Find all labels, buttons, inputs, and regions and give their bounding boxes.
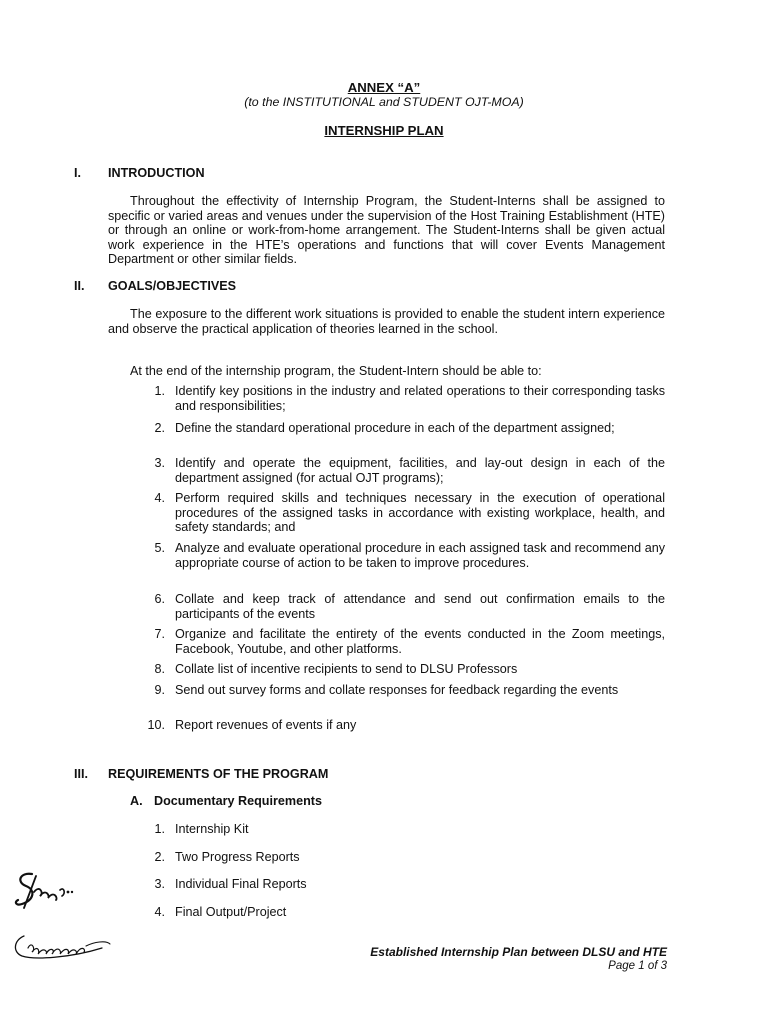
list-item: Collate list of incentive recipients to send to DLSU Professors	[175, 662, 518, 676]
page-number: Page 1 of 3	[608, 960, 667, 972]
list-item: Organize and facilitate the entirety of the events conducted in the Zoom meetings, Facebook, Youtube, and other platforms.	[175, 627, 665, 656]
section-number: II.	[74, 279, 85, 293]
list-item-number: 2.	[154, 850, 165, 864]
list-item-number: 1.	[154, 822, 165, 836]
section-number: III.	[74, 767, 88, 781]
annex-subtitle: (to the INSTITUTIONAL and STUDENT OJT-MOA)	[244, 95, 524, 109]
signature-mark-2	[10, 928, 114, 964]
list-item-number: 7.	[154, 627, 165, 641]
subsection-number: A.	[130, 794, 143, 808]
list-item: Identify and operate the equipment, facilities, and lay-out design in each of the department assigned (for actual OJT programs);	[175, 456, 665, 485]
list-item-number: 9.	[154, 683, 165, 697]
intro-paragraph: Throughout the effectivity of Internship Program, the Student-Interns shall be assigned to specific or varied areas and venues under the supervision of the Host Training Establishment (HTE) or through an online or work-from-home arrangement. The Student-Interns shall be given actual work experience in the HTE’s operations and functions that will cover Events Management Department or other similar fields.	[108, 194, 665, 266]
list-item-number: 8.	[154, 662, 165, 676]
list-item-number: 4.	[154, 491, 165, 505]
goals-lead: At the end of the internship program, the Student-Intern should be able to:	[130, 364, 542, 378]
list-item: Analyze and evaluate operational procedure in each assigned task and recommend any appropriate course of action to be taken to improve procedures.	[175, 541, 665, 570]
list-item: Final Output/Project	[175, 905, 287, 919]
list-item: Perform required skills and techniques necessary in the execution of operational procedures of the assigned tasks in accordance with existing workplace, health, and safety standards; and	[175, 491, 665, 534]
signature-mark-1	[10, 868, 76, 912]
list-item: Internship Kit	[175, 822, 249, 836]
list-item: Collate and keep track of attendance and send out confirmation emails to the participants of the events	[175, 592, 665, 621]
section-title: INTRODUCTION	[108, 166, 205, 180]
list-item: Two Progress Reports	[175, 850, 300, 864]
list-item: Report revenues of events if any	[175, 718, 357, 732]
section-title: GOALS/OBJECTIVES	[108, 279, 237, 293]
list-item-number: 6.	[154, 592, 165, 606]
list-item-number: 3.	[154, 877, 165, 891]
list-item-number: 5.	[154, 541, 165, 555]
section-title: REQUIREMENTS OF THE PROGRAM	[108, 767, 329, 781]
list-item-number: 3.	[154, 456, 165, 470]
list-item-number: 4.	[154, 905, 165, 919]
list-item-number: 10.	[147, 718, 165, 732]
footer-title: Established Internship Plan between DLSU and HTE	[370, 945, 667, 959]
list-item: Send out survey forms and collate responses for feedback regarding the events	[175, 683, 619, 697]
list-item-number: 2.	[154, 421, 165, 435]
list-item-number: 1.	[154, 384, 165, 398]
plan-title: INTERNSHIP PLAN	[324, 123, 444, 138]
goals-paragraph: The exposure to the different work situations is provided to enable the student intern experience and observe the practical application of theories learned in the school.	[108, 307, 665, 336]
list-item: Individual Final Reports	[175, 877, 307, 891]
list-item: Identify key positions in the industry and related operations to their corresponding tasks and responsibilities;	[175, 384, 665, 413]
section-number: I.	[74, 166, 81, 180]
subsection-title: Documentary Requirements	[154, 794, 322, 808]
annex-title: ANNEX “A”	[347, 80, 421, 95]
list-item: Define the standard operational procedure in each of the department assigned;	[175, 421, 615, 435]
